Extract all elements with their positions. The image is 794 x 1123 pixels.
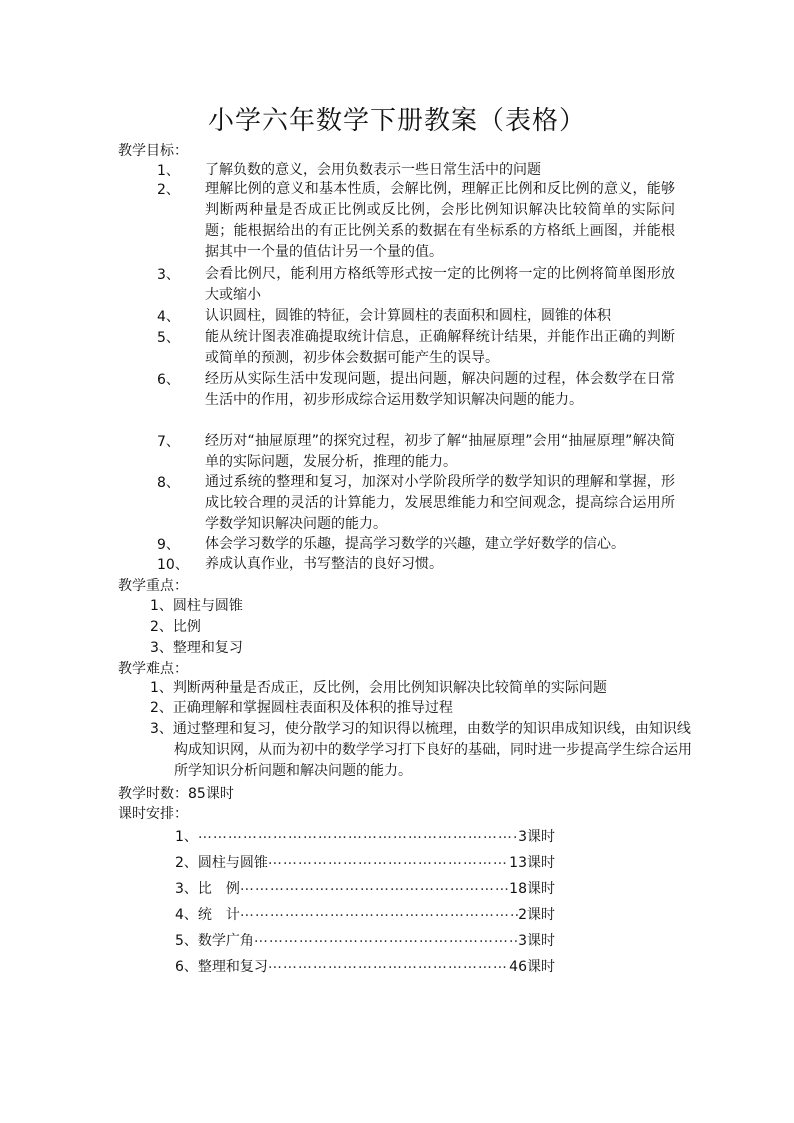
schedule-hours: 18课时 bbox=[509, 881, 555, 897]
dot-leader bbox=[198, 826, 518, 846]
schedule-label: 1、 bbox=[175, 829, 198, 845]
difficulty-heading: 教学难点： bbox=[118, 661, 188, 677]
total-hours: 教学时数：85课时 bbox=[118, 786, 234, 802]
difficulty-item: 3、通过整理和复习，使分散学习的知识得以梳理，由数学的知识串成知识线，由知识线构成知识网，从而为初中的数学学习打下良好的基础，同时进一步提高学生综合运用所学知识分析问题和解决问题的能力。 bbox=[150, 721, 692, 779]
schedule-label: 4、统 计 bbox=[175, 907, 240, 923]
objective-text: 养成认真作业，书写整洁的良好习惯。 bbox=[205, 556, 443, 572]
schedule-label: 6、整理和复习 bbox=[175, 959, 268, 975]
objective-text: 体会学习数学的乐趣，提高学习数学的兴趣，建立学好数学的信心。 bbox=[205, 536, 625, 552]
focus-item: 3、整理和复习 bbox=[150, 640, 243, 656]
focus-heading: 教学重点： bbox=[118, 578, 188, 594]
schedule-label: 2、圆柱与圆锥 bbox=[175, 855, 268, 871]
objective-text: 了解负数的意义，会用负数表示一些日常生活中的问题 bbox=[205, 162, 541, 178]
page-title: 小学六年数学下册教案（表格） bbox=[207, 106, 586, 136]
schedule-hours: 46课时 bbox=[509, 959, 555, 975]
objective-number: 10、 bbox=[157, 557, 189, 573]
objective-number: 8、 bbox=[157, 475, 180, 491]
objective-text: 经历对“抽屉原理”的探究过程，初步了解“抽屉原理”会用“抽屉原理”解决简单的实际问题，发展分析，推理的能力。 bbox=[205, 433, 675, 470]
objective-text: 能从统计图表准确提取统计信息，正确解释统计结果，并能作出正确的判断或简单的预测，初步体会数据可能产生的误导。 bbox=[205, 329, 675, 366]
schedule-row bbox=[175, 904, 555, 924]
dot-leader bbox=[268, 852, 509, 872]
schedule-hours: 2课时 bbox=[518, 907, 555, 923]
dot-leader bbox=[240, 878, 509, 898]
objective-number: 9、 bbox=[157, 537, 180, 553]
focus-item: 2、比例 bbox=[150, 619, 201, 635]
objective-text: 理解比例的意义和基本性质，会解比例，理解正比例和反比例的意义，能够判断两种量是否成正比例或反比例，会彤比例知识解决比较简单的实际问题；能根据给出的有正比例关系的数据在有坐标系的方格纸上画图，并能根据其中一个量的值估计另一个量的值。 bbox=[205, 181, 675, 260]
schedule-label: 5、数学广角 bbox=[175, 933, 254, 949]
objective-text: 认识圆柱，圆锥的特征，会计算圆柱的表面积和圆柱，圆锥的体积 bbox=[205, 308, 611, 324]
schedule-row bbox=[175, 930, 555, 950]
objective-number: 4、 bbox=[157, 309, 180, 325]
difficulty-item: 2、正确理解和掌握圆柱表面积及体积的推导过程 bbox=[150, 700, 453, 716]
difficulty-item: 1、判断两种量是否成正，反比例，会用比例知识解决比较简单的实际问题 bbox=[150, 680, 607, 696]
objective-text: 通过系统的整理和复习，加深对小学阶段所学的数学知识的理解和掌握，形成比较合理的灵活的计算能力，发展思维能力和空间观念，提高综合运用所学数学知识解决问题的能力。 bbox=[205, 474, 675, 532]
objective-number: 1、 bbox=[157, 163, 180, 179]
objective-number: 7、 bbox=[157, 434, 180, 450]
schedule-hours: 13课时 bbox=[509, 855, 555, 871]
schedule-row bbox=[175, 826, 555, 846]
objective-number: 6、 bbox=[157, 372, 180, 388]
dot-leader bbox=[268, 956, 509, 976]
schedule-hours: 3课时 bbox=[518, 829, 555, 845]
focus-item: 1、圆柱与圆锥 bbox=[150, 598, 243, 614]
objectives-heading: 教学目标： bbox=[118, 143, 188, 159]
schedule-hours: 3课时 bbox=[518, 933, 555, 949]
objective-number: 3、 bbox=[157, 267, 180, 283]
dot-leader bbox=[240, 904, 518, 924]
schedule-row bbox=[175, 956, 555, 976]
schedule-heading: 课时安排： bbox=[118, 806, 188, 822]
schedule-label: 3、比 例 bbox=[175, 881, 240, 897]
objective-text: 会看比例尺，能利用方格纸等形式按一定的比例将一定的比例将简单图形放大或缩小 bbox=[205, 266, 675, 303]
objective-number: 2、 bbox=[157, 182, 180, 198]
dot-leader bbox=[254, 930, 518, 950]
objective-text: 经历从实际生活中发现问题，提出问题，解决问题的过程，体会数学在日常生活中的作用，初步形成综合运用数学知识解决问题的能力。 bbox=[205, 371, 675, 408]
schedule-row bbox=[175, 852, 555, 872]
schedule-row bbox=[175, 878, 555, 898]
objective-number: 5、 bbox=[157, 330, 180, 346]
